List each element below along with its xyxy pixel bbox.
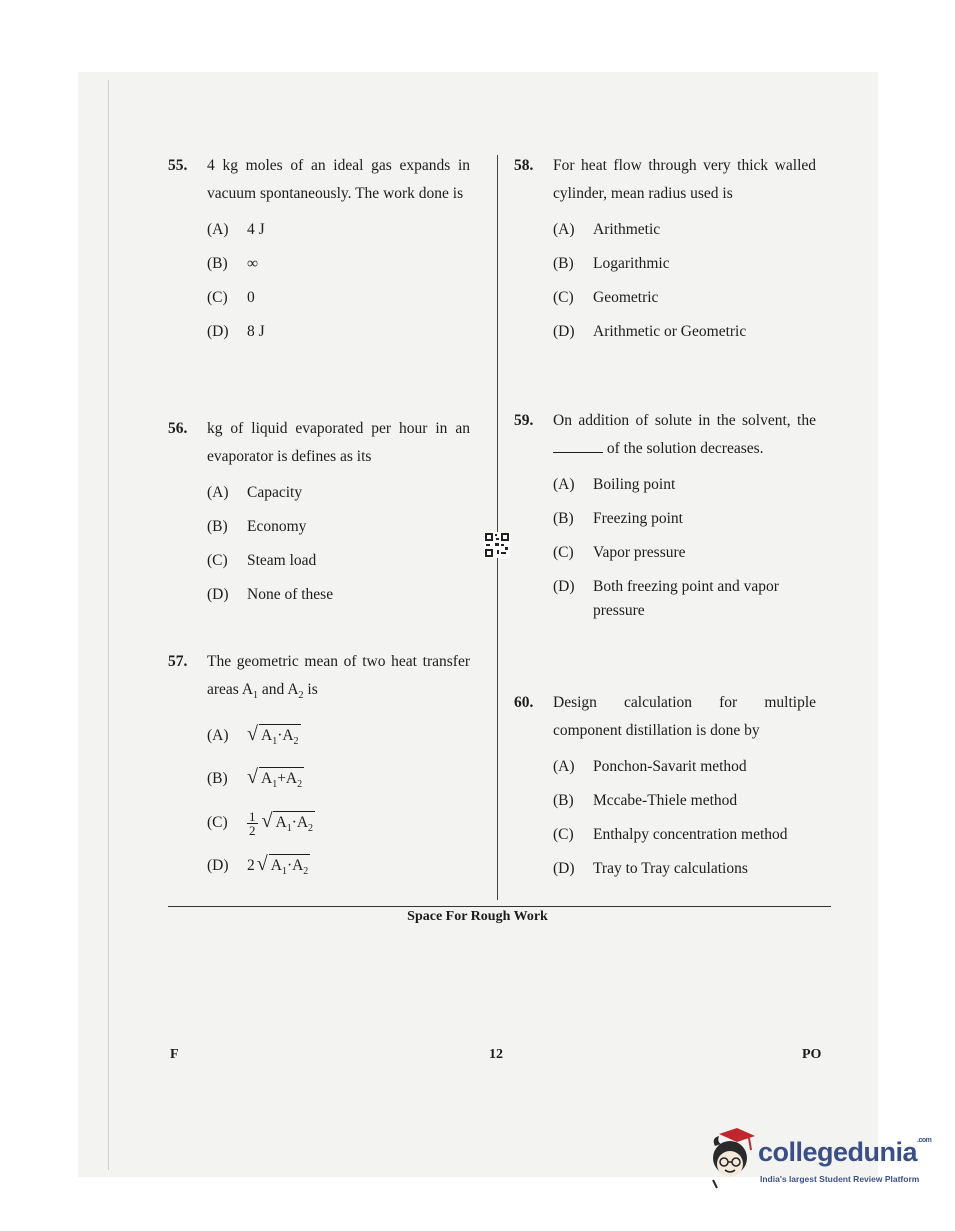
question-60	[514, 689, 816, 881]
option-label: (D)	[207, 857, 229, 875]
option-item	[553, 252, 816, 276]
option-item	[553, 823, 816, 847]
question-55	[168, 152, 470, 344]
option-item	[207, 320, 470, 344]
option-label: (A)	[553, 221, 575, 238]
square-root-expression: √ $A_1\cdot A_2$	[262, 811, 316, 840]
option-item	[553, 541, 816, 565]
question-stem: For heat flow through very thick walled cylinder, mean radius used is	[553, 157, 816, 202]
fill-in-blank	[553, 452, 603, 453]
option-text: None of these	[247, 586, 334, 603]
option-list	[168, 218, 470, 344]
brand-logo-text: collegedunia$^{.com}$	[758, 1137, 932, 1167]
option-text: Arithmetic	[593, 221, 661, 238]
option-item	[207, 218, 470, 242]
option-text: Economy	[247, 518, 307, 535]
question-58	[514, 152, 816, 344]
question-stem: kg of liquid evaporated per hour in an evaporator is defines as its	[207, 420, 470, 465]
binding-edge	[108, 80, 109, 1170]
question-number: 60.	[514, 694, 534, 711]
rough-work-rule	[168, 906, 831, 907]
option-label: (D)	[553, 578, 575, 595]
option-label: (A)	[553, 476, 575, 493]
option-text: Ponchon-Savarit method	[593, 758, 747, 775]
option-text: ∞	[247, 255, 259, 272]
square-root-expression: √ $A_1\cdot A_2$	[247, 724, 301, 753]
option-label: (D)	[553, 323, 575, 340]
option-label: (C)	[207, 814, 228, 832]
question-number: 57.	[168, 653, 188, 670]
question-number: 59.	[514, 412, 534, 429]
option-list	[168, 481, 470, 607]
option-item	[207, 767, 470, 796]
square-root-expression: √ $A_1+A_2$	[247, 767, 304, 796]
option-label: (C)	[553, 289, 574, 306]
option-label: (B)	[553, 792, 574, 809]
option-label: (B)	[553, 255, 574, 272]
option-item	[207, 583, 470, 607]
footer-set-code: F	[170, 1047, 179, 1062]
option-item	[207, 810, 470, 840]
option-text: Freezing point	[593, 510, 683, 527]
option-item	[207, 252, 470, 276]
option-label: (A)	[207, 221, 229, 238]
question-stem: The geometric mean of two heat transfer areas $A_1$ and $A_2$ is	[207, 653, 470, 702]
option-item	[553, 320, 816, 344]
question-57	[168, 648, 470, 884]
option-label: (C)	[553, 826, 574, 843]
option-text: 4 J	[247, 221, 265, 238]
option-label: (B)	[553, 510, 574, 527]
square-root-expression: √ $A_1\cdot A_2$	[257, 854, 311, 883]
qr-code-icon	[484, 532, 510, 558]
column-divider	[497, 155, 498, 900]
option-label: (A)	[553, 758, 575, 775]
option-label: (A)	[207, 484, 229, 501]
option-item	[553, 507, 816, 531]
option-label: (D)	[207, 323, 229, 340]
option-text: Tray to Tray calculations	[593, 860, 748, 877]
option-text: Logarithmic	[593, 255, 670, 272]
question-stem: On addition of solute in the solvent, the of the solution decreases.	[553, 412, 816, 457]
question-stem: Design calculation for multiple component distillation is done by	[553, 694, 816, 739]
option-text: Both freezing point and vapor pressure	[593, 578, 779, 619]
option-label: (D)	[553, 860, 575, 877]
option-item	[553, 473, 816, 497]
option-item	[553, 857, 816, 881]
option-text: Mccabe-Thiele method	[593, 792, 738, 809]
question-59	[514, 407, 816, 623]
option-item	[553, 218, 816, 242]
option-item	[207, 286, 470, 310]
option-text: 8 J	[247, 323, 265, 340]
option-list	[168, 724, 470, 883]
option-item	[553, 789, 816, 813]
question-number: 55.	[168, 157, 188, 174]
option-text: Geometric	[593, 289, 659, 306]
option-label: (B)	[207, 518, 228, 535]
option-item	[553, 755, 816, 779]
option-item	[553, 575, 816, 623]
option-text: Arithmetic or Geometric	[593, 323, 747, 340]
option-label: (D)	[207, 586, 229, 603]
option-list	[514, 473, 816, 623]
collegedunia-mascot-icon	[697, 1126, 757, 1192]
option-item	[207, 724, 470, 753]
option-list	[514, 755, 816, 881]
option-text: Steam load	[247, 552, 317, 569]
page-number: 12	[489, 1047, 503, 1062]
option-label: (C)	[207, 289, 228, 306]
option-text: Boiling point	[593, 476, 676, 493]
option-text: Enthalpy concentration method	[593, 826, 788, 843]
coefficient: 2	[247, 857, 255, 875]
option-item	[207, 515, 470, 539]
option-item	[207, 854, 470, 883]
option-list	[514, 218, 816, 344]
question-number: 56.	[168, 420, 188, 437]
option-item	[553, 286, 816, 310]
option-text: Vapor pressure	[593, 544, 686, 561]
rough-work-label: Space For Rough Work	[407, 909, 548, 924]
option-text: Capacity	[247, 484, 303, 501]
option-label: (B)	[207, 255, 228, 272]
brand-tagline: India's largest Student Review Platform	[760, 1174, 920, 1184]
fraction-one-half: $\frac{1}{2}$	[249, 809, 256, 839]
option-label: (B)	[207, 770, 228, 788]
question-number: 58.	[514, 157, 534, 174]
footer-subject-code: PO	[802, 1047, 822, 1062]
option-item	[207, 481, 470, 505]
question-56	[168, 415, 470, 607]
option-label: (C)	[553, 544, 574, 561]
option-item	[207, 549, 470, 573]
option-label: (A)	[207, 727, 229, 745]
option-text: 0	[247, 289, 255, 306]
option-label: (C)	[207, 552, 228, 569]
question-stem: 4 kg moles of an ideal gas expands in vacuum spontaneously. The work done is	[207, 157, 470, 202]
